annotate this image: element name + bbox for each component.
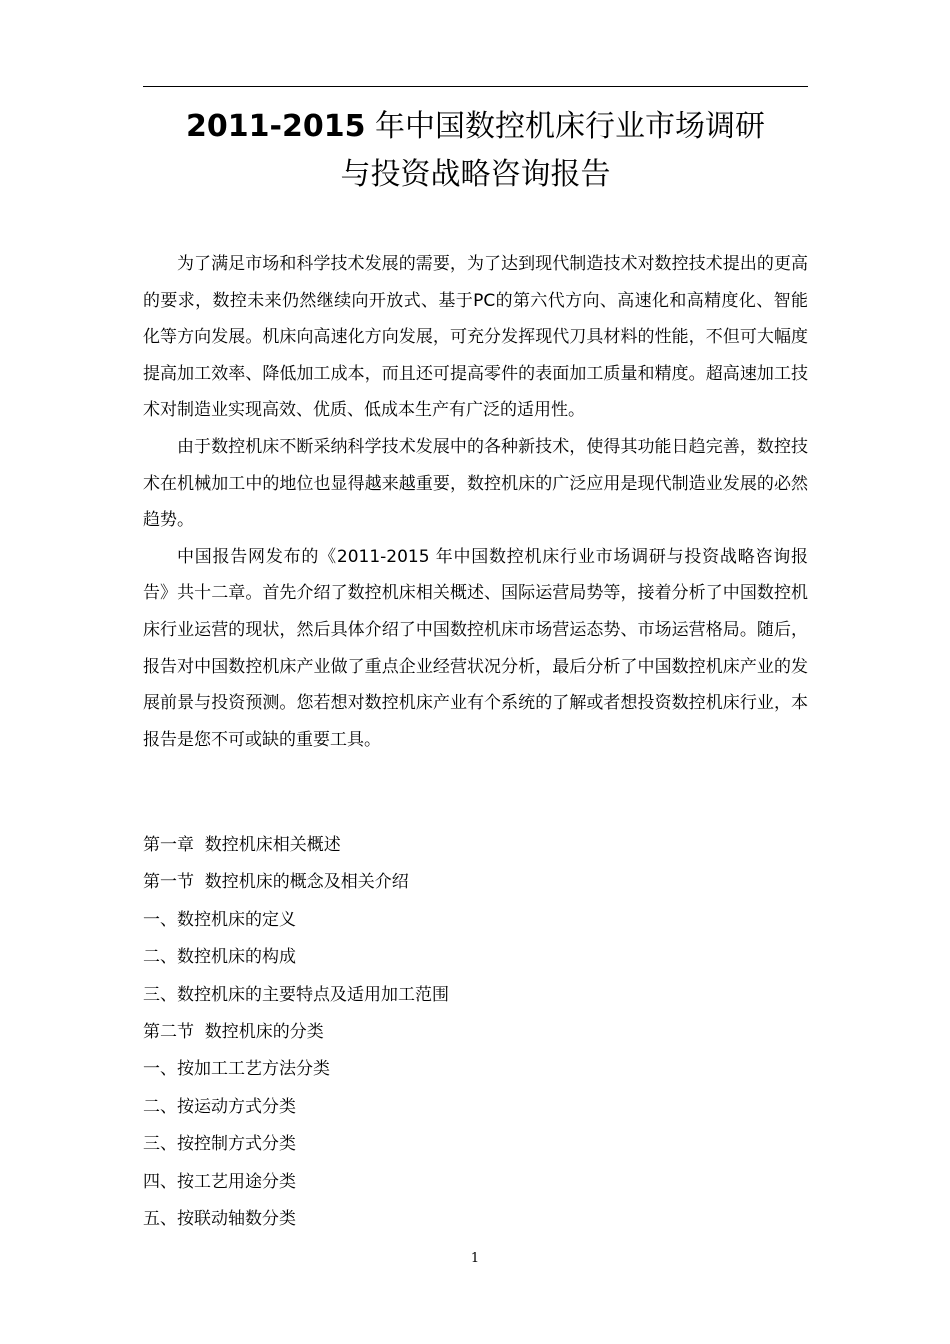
header-rule [143,86,808,87]
title-line2-text: 与投资战略咨询报告 [340,157,611,192]
page-number: 1 [470,1251,480,1266]
title-year-range: 2011-2015 [186,109,366,144]
toc-item: 第二节 数控机床的分类 [143,1022,324,1043]
toc-item: 三、按控制方式分类 [143,1134,296,1155]
toc-item: 一、按加工工艺方法分类 [143,1059,330,1080]
toc-item: 二、数控机床的构成 [143,947,296,968]
toc-item: 五、按联动轴数分类 [143,1209,296,1230]
document-title [143,103,808,199]
toc-item: 三、数控机床的主要特点及适用加工范围 [143,984,449,1005]
paragraph-3: 中国报告网发布的《2011-2015 年中国数控机床行业市场调研与投资战略咨询报告》共十二章。首先介绍了数控机床相关概述、国际运营局势等，接着分析了中国数控机床行业运营的现状，然后具体介绍了中国数控机床市场营运态势、市场运营格局。随后，报告对中国数控机床产业做了重点企业经营状况分析，最后分析了中国数控机床产业的发展前景与投资预测。您若想对数控机床产业有个系统的了解或者想投资数控机床行业，本报告是您不可或缺的重要工具。 [143,546,808,750]
toc-item: 第一章 数控机床相关概述 [143,835,341,855]
toc-item: 第一节 数控机床的概念及相关介绍 [143,872,409,893]
paragraph-1: 为了满足市场和科学技术发展的需要，为了达到现代制造技术对数控技术提出的更高的要求，数控未来仍然继续向开放式、基于PC的第六代方向、高速化和高精度化、智能化等方向发展。机床向高速化方向发展，可充分发挥现代刀具材料的性能，不但可大幅度提高加工效率、降低加工成本，而且还可提高零件的表面加工质量和精度。超高速加工技术对制造业实现高效、优质、低成本生产有广泛的适用性。 [143,254,808,421]
intro-body [143,246,808,758]
toc-item: 一、数控机床的定义 [143,909,296,930]
toc-item: 二、按运动方式分类 [143,1096,296,1117]
title-line1-text: 年中国数控机床行业市场调研 [365,109,765,144]
table-of-contents [143,827,808,1238]
toc-item: 四、按工艺用途分类 [143,1171,296,1192]
paragraph-2: 由于数控机床不断采纳科学技术发展中的各种新技术，使得其功能日趋完善，数控技术在机械加工中的地位也显得越来越重要，数控机床的广泛应用是现代制造业发展的必然趋势。 [143,436,808,531]
